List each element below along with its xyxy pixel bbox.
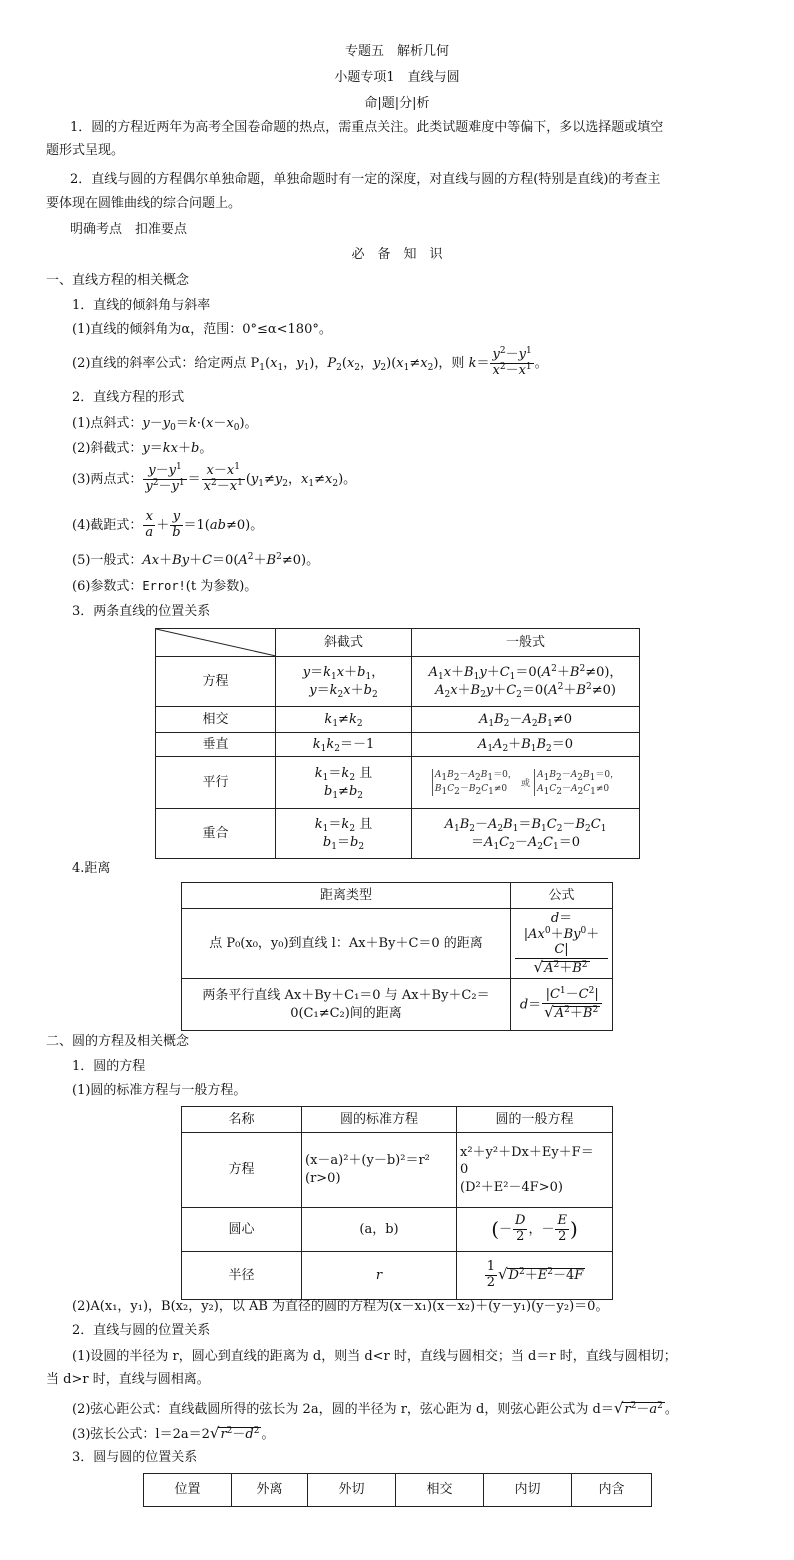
diagonal-header-cell — [156, 629, 276, 657]
table-cell: 两条平行直线 Ax＋By＋C₁＝0 与 Ax＋By＋C₂＝ 0(C₁≠C₂)间的距离 — [182, 979, 511, 1031]
table-cell: $A_1B_2-A_2B_1\ne 0$ — [412, 707, 640, 733]
header-cell: 圆的一般方程 — [457, 1107, 613, 1133]
section-2-2-3: (3)弦长公式：$l=2a=2√r^2-d^2$ 。 — [72, 1424, 275, 1442]
slope-intercept-form: (2)斜截式：y＝kx＋b。 — [72, 441, 213, 456]
table-cell: $y=k_1x+b_1$， $y=k_2x+b_2$ — [276, 657, 412, 707]
point-slope-form: (1)点斜式：$y-y_0=k\cdot(x-x_0)$。 — [72, 416, 258, 433]
doc-subtitle: 小题专项1 直线与圆 — [334, 70, 460, 85]
row-label: 方程 — [156, 657, 276, 707]
slope-formula: (2)直线的斜率公式：给定两点 $P_1(x_1$，$y_1$)，$P_2(x_2$，$y_2)(x_1\ne x_2)$，则 k＝ $\frac{y^2-y^1}{x^2-x^1}$ 。 — [72, 346, 548, 378]
row-label: 半径 — [182, 1252, 302, 1300]
table-cell: $k_1\ne k_2$ — [276, 707, 412, 733]
section-1-2-title: 2．直线方程的形式 — [72, 390, 185, 405]
knowledge-heading: 必 备 知 识 — [351, 247, 443, 262]
table-row — [144, 1474, 652, 1507]
analysis-heading: 命|题|分|析 — [364, 96, 430, 111]
table-row — [182, 883, 613, 909]
table-row — [156, 809, 640, 859]
header-cell: 公式 — [511, 883, 613, 909]
table-row — [182, 1208, 613, 1252]
header-cell: 斜截式 — [276, 629, 412, 657]
table-row — [182, 979, 613, 1031]
general-form: (5)一般式：$Ax+By+C=0(A^2+B^2\ne 0)$。 — [72, 552, 320, 568]
parametric-form: (6)参数式：Error!(t 为参数)。 — [72, 579, 258, 594]
section-2-1-1: (1)圆的标准方程与一般方程。 — [72, 1083, 247, 1098]
section-2-2-1-line2: 当 d>r 时，直线与圆相离。 — [46, 1372, 210, 1387]
header-cell: 相交 — [396, 1474, 484, 1507]
table-cell: $A_1B_2-A_2B_1=B_1C_2-B_2C_1$ $=A_1C_2-A_2C_1=0$ — [412, 809, 640, 859]
table-row — [182, 909, 613, 979]
table-cell: $\frac{1}{2}$ $√D^2+E^2-4F$ — [457, 1252, 613, 1300]
circle-equation-table — [181, 1106, 613, 1300]
two-point-form: (3)两点式： $\frac{y-y^1}{y^2-y^1}$ ＝ $\frac{x-x^1}{x^2-x^1}$ ($y_1\ne y_2$，$x_1\ne x_2$)。 — [72, 462, 357, 494]
section-1-title: 一、直线方程的相关概念 — [46, 273, 190, 288]
table-cell: (x－a)²＋(y－b)²＝r² (r>0) — [302, 1133, 457, 1208]
distance-table — [181, 882, 613, 1031]
row-label: 垂直 — [156, 733, 276, 757]
row-label: 方程 — [182, 1133, 302, 1208]
table-row — [182, 1252, 613, 1300]
table-cell: $k_1=k_2$ 且 $b_1=b_2$ — [276, 809, 412, 859]
header-cell: 距离类型 — [182, 883, 511, 909]
circle-relation-table — [143, 1473, 652, 1507]
section-1-1-title: 1．直线的倾斜角与斜率 — [72, 298, 211, 313]
header-cell: 内切 — [484, 1474, 572, 1507]
row-label: 平行 — [156, 757, 276, 809]
header-cell: 圆的标准方程 — [302, 1107, 457, 1133]
line-relation-table — [155, 628, 640, 859]
intro-p1-line1: 1．圆的方程近两年为高考全国卷命题的热点，需重点关注。此类试题难度中等偏下，多以选择题或填空 — [70, 120, 664, 135]
table-row — [182, 1133, 613, 1208]
row-label: 重合 — [156, 809, 276, 859]
section-2-title: 二、圆的方程及相关概念 — [46, 1034, 190, 1049]
section-2-2-2: (2)弦心距公式：直线截圆所得的弦长为 2a，圆的半径为 r，弦心距为 d，则弦心距公式为 $d=√r^2-a^2$ 。 — [72, 1399, 678, 1417]
table-row — [182, 1107, 613, 1133]
table-cell: $k_1k_2=-1$ — [276, 733, 412, 757]
intro-p1-line2: 题形式呈现。 — [46, 143, 125, 158]
table-cell: $k_1=k_2$ 且 $b_1\ne b_2$ — [276, 757, 412, 809]
intro-p3: 明确考点 扣准要点 — [70, 222, 188, 237]
table-cell: d＝ $\frac{|C^1-C^2|}{√A^2+B^2}$ — [511, 979, 613, 1031]
intro-p2-line1: 2．直线与圆的方程偶尔单独命题，单独命题时有一定的深度，对直线与圆的方程(特别是直线)的考查主 — [70, 172, 661, 187]
section-2-2-1-line1: (1)设圆的半径为 r，圆心到直线的距离为 d，则当 d<r 时，直线与圆相交；当 d＝r 时，直线与圆相切； — [72, 1349, 677, 1364]
table-row — [156, 657, 640, 707]
slope-formula-prefix: (2)直线的斜率公式：给定两点 P — [72, 355, 260, 371]
table-cell: (－ $\frac{D}{2}$ ，－ $\frac{E}{2}$ ) — [457, 1208, 613, 1252]
row-label: 圆心 — [182, 1208, 302, 1252]
table-cell: x²＋y²＋Dx＋Ey＋F＝ 0 (D²＋E²－4F>0) — [457, 1133, 613, 1208]
section-2-2-title: 2．直线与圆的位置关系 — [72, 1323, 211, 1338]
table-cell: $A_1x+B_1y+C_1=0(A^2+B^2\ne 0)$， $A_2x+B_2y+C_2=0(A^2+B^2\ne 0)$ — [412, 657, 640, 707]
table-row — [156, 629, 640, 657]
header-cell: 位置 — [144, 1474, 232, 1507]
table-row — [156, 733, 640, 757]
section-1-3-title: 3．两条直线的位置关系 — [72, 604, 211, 619]
section-2-1-title: 1．圆的方程 — [72, 1059, 146, 1074]
table-row — [156, 707, 640, 733]
section-2-1-2: (2)A(x₁，y₁)，B(x₂，y₂)，以 AB 为直径的圆的方程为(x－x₁)(x－x₂)＋(y－y₁)(y－y₂)＝0。 — [72, 1299, 609, 1314]
table-cell: $A_1A_2+B_1B_2=0$ — [412, 733, 640, 757]
header-cell: 内含 — [572, 1474, 652, 1507]
diagonal-line-icon — [156, 629, 276, 656]
header-cell: 外切 — [308, 1474, 396, 1507]
table-row — [156, 757, 640, 809]
doc-title: 专题五 解析几何 — [344, 44, 449, 59]
distance-title: 4.距离 — [72, 861, 111, 876]
intro-p2-line2: 要体现在圆锥曲线的综合问题上。 — [46, 196, 242, 211]
header-cell: 一般式 — [412, 629, 640, 657]
header-cell: 名称 — [182, 1107, 302, 1133]
table-cell: r — [302, 1252, 457, 1300]
header-cell: 外离 — [232, 1474, 308, 1507]
section-2-3-title: 3．圆与圆的位置关系 — [72, 1450, 198, 1465]
intercept-form: (4)截距式： $\frac{x}{a}$ ＋ $\frac{y}{b}$ ＝1(ab≠0)。 — [72, 509, 264, 540]
table-cell: $A_1B_2-A_2B_1=0$， $B_1C_2-B_2C_1\ne 0$ 或 $A_1B_2-A_2B_1=0$， $A_1C_2-A_2C_1\ne 0$ — [412, 757, 640, 809]
table-cell: (a，b) — [302, 1208, 457, 1252]
section-1-1-1: (1)直线的倾斜角为α，范围：0°≤α<180°。 — [72, 322, 332, 337]
row-label: 相交 — [156, 707, 276, 733]
table-cell: d＝ $\frac{|Ax^0+By^0+C|}{√A^2+B^2}$ — [511, 909, 613, 979]
table-cell: 点 P₀(x₀，y₀)到直线 l：Ax＋By＋C＝0 的距离 — [182, 909, 511, 979]
